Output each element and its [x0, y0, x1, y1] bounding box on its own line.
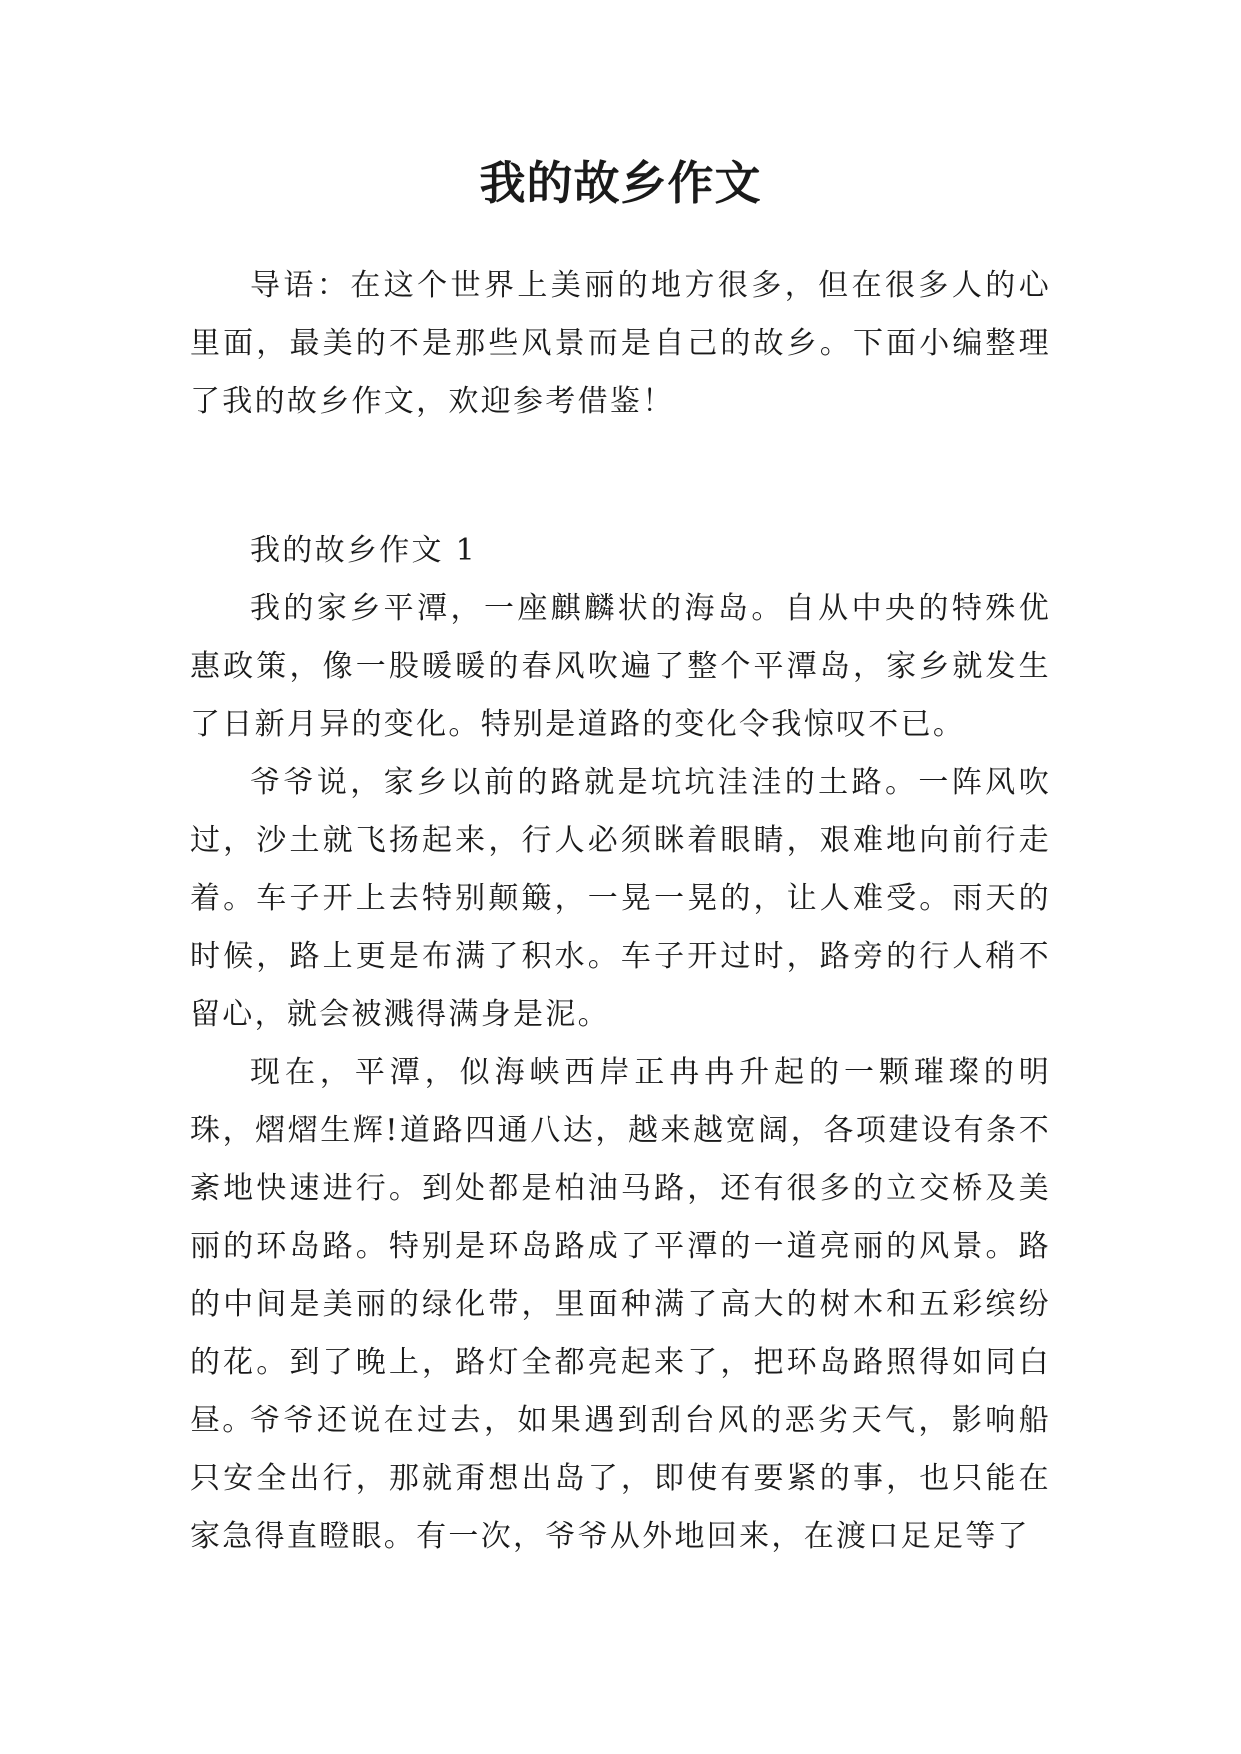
- section-heading: 我的故乡作文 1: [250, 533, 478, 568]
- body-paragraph: 现在，平潭，似海峡西岸正冉冉升起的一颗璀璨的明珠，熠熠生辉!道路四通八达，越来越宽阔，各项建设有条不紊地快速进行。到处都是柏油马路，还有很多的立交桥及美丽的环岛路。特别是环岛路成了平潭的一道亮丽的风景。路的中间是美丽的绿化带，里面种满了高大的树木和五彩缤纷的花。到了晚上，路灯全都亮起来了，把环岛路照得如同白昼。: [190, 1055, 1051, 1438]
- body-paragraph: 爷爷还说在过去，如果遇到刮台风的恶劣天气，影响船只安全出行，那就甭想出岛了，即使有要紧的事，也只能在家急得直瞪眼。有一次，爷爷从外地回来，在渡口足足等了: [190, 1403, 1051, 1554]
- document-title: 我的故乡作文: [479, 156, 762, 210]
- body-paragraph: 爷爷说，家乡以前的路就是坑坑洼洼的土路。一阵风吹过，沙土就飞扬起来，行人必须眯着眼睛，艰难地向前行走着。车子开上去特别颠簸，一晃一晃的，让人难受。雨天的时候，路上更是布满了积水。车子开过时，路旁的行人稍不留心，就会被溅得满身是泥。: [190, 765, 1051, 1032]
- body-paragraph: 我的家乡平潭，一座麒麟状的海岛。自从中央的特殊优惠政策，像一股暖暖的春风吹遍了整个平潭岛，家乡就发生了日新月异的变化。特别是道路的变化令我惊叹不已。: [190, 591, 1051, 742]
- intro-paragraph: 导语：在这个世界上美丽的地方很多，但在很多人的心里面，最美的不是那些风景而是自己的故乡。下面小编整理了我的故乡作文，欢迎参考借鉴！: [190, 268, 1051, 419]
